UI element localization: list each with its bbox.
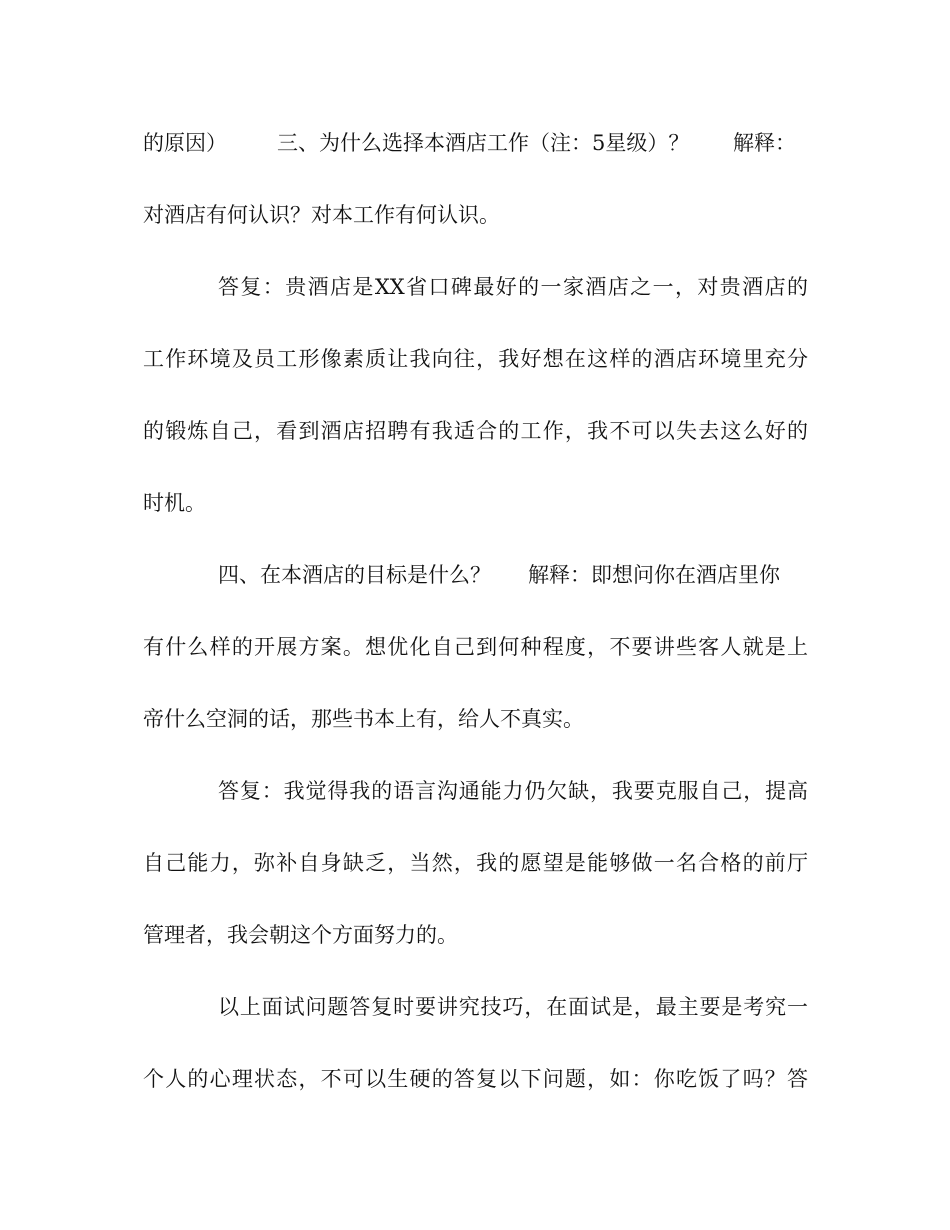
text-line: 个人的心理状态，不可以生硬的答复以下问题，如：你吃饭了吗？答 — [143, 1067, 808, 1091]
text-segment: 解释： — [733, 131, 796, 155]
text-line: 的锻炼自己，看到酒店招聘有我适合的工作，我不可以失去这么好的 — [143, 419, 808, 443]
question-heading-4: 四、在本酒店的目标是什么？ — [218, 563, 491, 587]
text-line: 自己能力，弥补自身缺乏，当然，我的愿望是能够做一名合格的前厅 — [143, 851, 808, 875]
question-heading-3: 三、为什么选择本酒店工作（注：5星级）？ — [277, 131, 690, 155]
text-segment: 解释：即想问你在酒店里你 — [528, 563, 780, 587]
text-line: 时机。 — [143, 491, 206, 515]
text-line-1 — [143, 126, 808, 160]
text-line-2: 对酒店有何认识？对本工作有何认识。 — [143, 203, 500, 227]
text-line-question-4 — [218, 558, 808, 592]
text-line: 工作环境及员工形像素质让我向往，我好想在这样的酒店环境里充分 — [143, 347, 808, 371]
text-line: 管理者，我会朝这个方面努力的。 — [143, 923, 458, 947]
answer-paragraph-start: 答复：贵酒店是XX省口碑最好的一家酒店之一，对贵酒店的 — [218, 275, 808, 299]
text-segment: 的原因） — [143, 131, 227, 155]
text-line: 帝什么空洞的话，那些书本上有，给人不真实。 — [143, 707, 584, 731]
text-line: 有什么样的开展方案。想优化自己到何种程度，不要讲些客人就是上 — [143, 635, 808, 659]
paragraph-start: 以上面试问题答复时要讲究技巧，在面试是，最主要是考究一 — [218, 995, 808, 1019]
answer-paragraph-start: 答复：我觉得我的语言沟通能力仍欠缺，我要克服自己，提高 — [218, 779, 808, 803]
